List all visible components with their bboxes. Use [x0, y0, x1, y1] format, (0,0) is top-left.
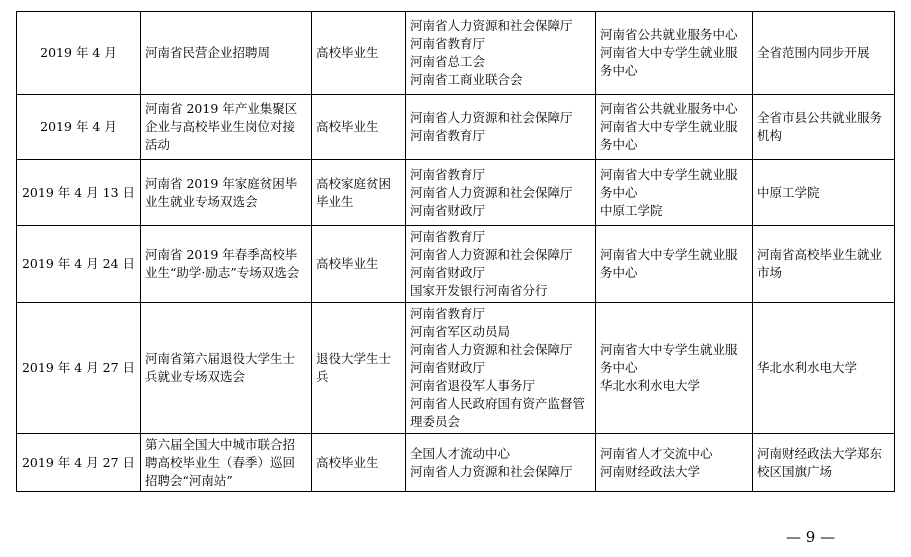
event-date-cell: 2019 年 4 月 27 日 [17, 434, 141, 492]
page-number: — 9 — [786, 528, 836, 546]
schedule-table [16, 11, 895, 492]
target-group-cell: 高校家庭贫困毕业生 [312, 160, 406, 226]
target-group-cell: 高校毕业生 [312, 95, 406, 160]
target-group-cell: 高校毕业生 [312, 226, 406, 303]
venue-cell: 中原工学院 [753, 160, 895, 226]
event-name-cell: 河南省第六届退役大学生士兵就业专场双选会 [141, 303, 312, 434]
event-date-cell: 2019 年 4 月 [17, 95, 141, 160]
event-name-cell: 河南省民营企业招聘周 [141, 12, 312, 95]
event-date-cell: 2019 年 4 月 [17, 12, 141, 95]
event-date-cell: 2019 年 4 月 24 日 [17, 226, 141, 303]
table-row [17, 12, 895, 95]
table-row [17, 303, 895, 434]
organizer-units-cell: 河南省大中专学生就业服务中心 [596, 226, 753, 303]
host-units-cell: 河南省教育厅 河南省人力资源和社会保障厅 河南省财政厅 国家开发银行河南省分行 [406, 226, 596, 303]
venue-cell: 河南财经政法大学郑东校区国旗广场 [753, 434, 895, 492]
organizer-units-cell: 河南省公共就业服务中心 河南省大中专学生就业服务中心 [596, 12, 753, 95]
event-date-cell: 2019 年 4 月 13 日 [17, 160, 141, 226]
organizer-units-cell: 河南省大中专学生就业服务中心 华北水利水电大学 [596, 303, 753, 434]
table-row [17, 226, 895, 303]
venue-cell: 全省市县公共就业服务机构 [753, 95, 895, 160]
organizer-units-cell: 河南省人才交流中心 河南财经政法大学 [596, 434, 753, 492]
venue-cell: 全省范围内同步开展 [753, 12, 895, 95]
host-units-cell: 全国人才流动中心 河南省人力资源和社会保障厅 [406, 434, 596, 492]
event-date-cell: 2019 年 4 月 27 日 [17, 303, 141, 434]
host-units-cell: 河南省人力资源和社会保障厅 河南省教育厅 [406, 95, 596, 160]
event-name-cell: 第六届全国大中城市联合招聘高校毕业生（春季）巡回招聘会“河南站” [141, 434, 312, 492]
venue-cell: 河南省高校毕业生就业市场 [753, 226, 895, 303]
table-row [17, 95, 895, 160]
organizer-units-cell: 河南省公共就业服务中心 河南省大中专学生就业服务中心 [596, 95, 753, 160]
target-group-cell: 退役大学生士兵 [312, 303, 406, 434]
event-name-cell: 河南省 2019 年产业集聚区企业与高校毕业生岗位对接活动 [141, 95, 312, 160]
host-units-cell: 河南省教育厅 河南省人力资源和社会保障厅 河南省财政厅 [406, 160, 596, 226]
venue-cell: 华北水利水电大学 [753, 303, 895, 434]
table-row [17, 434, 895, 492]
target-group-cell: 高校毕业生 [312, 434, 406, 492]
table-row [17, 160, 895, 226]
event-name-cell: 河南省 2019 年家庭贫困毕业生就业专场双选会 [141, 160, 312, 226]
organizer-units-cell: 河南省大中专学生就业服务中心 中原工学院 [596, 160, 753, 226]
event-name-cell: 河南省 2019 年春季高校毕业生“助学·励志”专场双选会 [141, 226, 312, 303]
host-units-cell: 河南省教育厅 河南省军区动员局 河南省人力资源和社会保障厅 河南省财政厅 河南省退役军人事务厅 河南省人民政府国有资产监督管理委员会 [406, 303, 596, 434]
target-group-cell: 高校毕业生 [312, 12, 406, 95]
host-units-cell: 河南省人力资源和社会保障厅 河南省教育厅 河南省总工会 河南省工商业联合会 [406, 12, 596, 95]
